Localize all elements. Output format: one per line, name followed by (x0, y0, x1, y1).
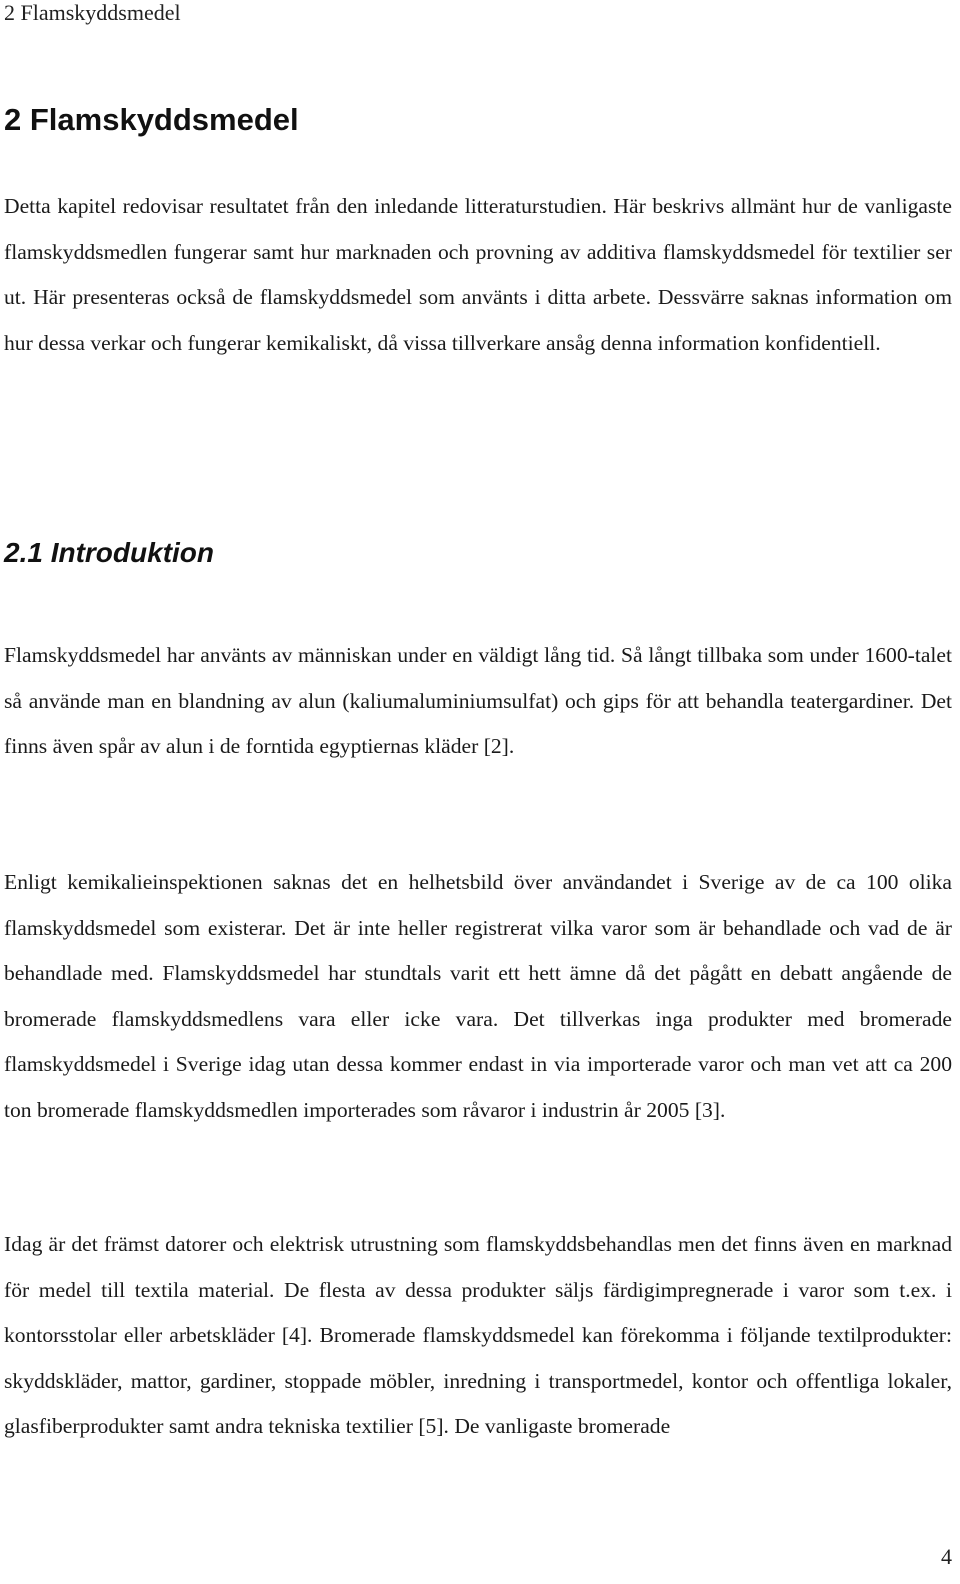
body-paragraph-2: Enligt kemikalieinspektionen saknas det en helhetsbild över användandet i Sverige av de ca 100 olika flamskyddsmedel som existerar. Det är inte heller registrerat vilka varor som är behandlade och vad de är behandlade med. Flamskyddsmedel har stundtals varit ett hett ämne då det pågått en debatt angående de bromerade flamskyddsmedlens vara eller icke vara. Det tillverkas inga produkter med bromerade flamskyddsmedel i Sverige idag utan dessa kommer endast in via importerade varor och man vet att ca 200 ton bromerade flamskyddsmedlen importerades som råvaror i industrin år 2005 [3]. (4, 870, 952, 1122)
section-heading: 2.1 Introduktion (4, 537, 214, 568)
intro-paragraph: Detta kapitel redovisar resultatet från den inledande litteraturstudien. Här beskrivs allmänt hur de vanligaste flamskyddsmedlen fungerar samt hur marknaden och provning av additiva flamskyddsmedel för textilier ser ut. Här presenteras också de flamskyddsmedel som använts i ditta arbete. Dessvärre saknas information om hur dessa verkar och fungerar kemikaliskt, då vissa tillverkare ansåg denna information konfidentiell. (4, 194, 952, 355)
body-paragraph-1: Flamskyddsmedel har använts av människan under en väldigt lång tid. Så långt tillbaka som under 1600-talet så använde man en blandning av alun (kaliumaluminiumsulfat) och gips för att behandla teatergardiner. Det finns även spår av alun i de forntida egyptiernas kläder [2]. (4, 643, 952, 758)
running-header: 2 Flamskyddsmedel (4, 0, 181, 25)
body-paragraph-3: Idag är det främst datorer och elektrisk utrustning som flamskyddsbehandlas men det finns även en marknad för medel till textila material. De flesta av dessa produkter säljs färdigimpregnerade i varor som t.ex. i kontorsstolar eller arbetskläder [4]. Bromerade flamskyddsmedel kan förekomma i följande textilprodukter: skyddskläder, mattor, gardiner, stoppade möbler, inredning i transportmedel, kontor och offentliga lokaler, glasfiberprodukter samt andra tekniska textilier [5]. De vanligaste bromerade (4, 1232, 952, 1438)
chapter-heading: 2 Flamskyddsmedel (4, 102, 299, 137)
page-number: 4 (941, 1544, 952, 1569)
